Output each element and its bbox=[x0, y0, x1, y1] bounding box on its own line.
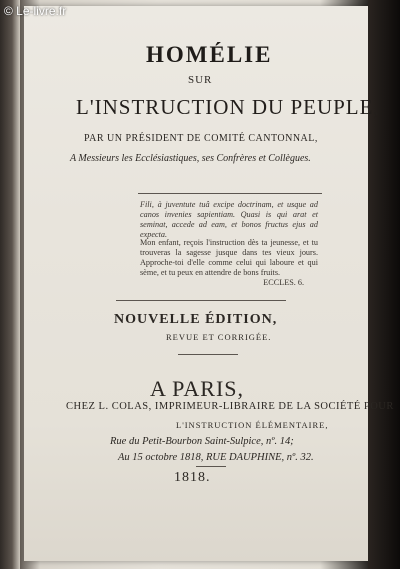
book-title: HOMÉLIE bbox=[146, 42, 273, 67]
french-epigraph-text: Mon enfant, reçois l'instruction dès ta jeunesse, et tu trouveras la sagesse jusque dans tes vieux jours. Approche-toi d'elle comme celui qui laboure et qui sème, et tu peux en attendre de bons fruits. bbox=[140, 238, 318, 277]
dedication-line: A Messieurs les Ecclésiastiques, ses Confrères et Collègues. bbox=[70, 153, 311, 164]
french-epigraph bbox=[140, 238, 318, 288]
epigraph-source: ECCLES. 6. bbox=[263, 278, 304, 287]
book-spine bbox=[0, 0, 20, 569]
publisher-line-1: CHEZ L. COLAS, IMPRIMEUR-LIBRAIRE DE LA SOCIÉTÉ POUR bbox=[66, 401, 394, 412]
watermark: © Le-livre.fr bbox=[4, 4, 67, 18]
book-subtitle: L'INSTRUCTION DU PEUPLE, bbox=[76, 95, 380, 119]
author-line: PAR UN PRÉSIDENT DE COMITÉ CANTONNAL, bbox=[84, 133, 318, 144]
publisher-line-2: L'INSTRUCTION ÉLÉMENTAIRE, bbox=[176, 420, 329, 430]
divider-rule bbox=[178, 354, 238, 355]
quote-rule-bottom bbox=[116, 300, 286, 301]
publisher-line-4: Au 15 octobre 1818, RUE DAUPHINE, nº. 32. bbox=[118, 452, 314, 463]
title-connector: SUR bbox=[188, 74, 213, 86]
publication-year: 1818. bbox=[174, 470, 211, 485]
imprint-city: A PARIS, bbox=[150, 376, 245, 401]
book-edge bbox=[368, 0, 400, 569]
edition-subtitle: REVUE ET CORRIGÉE. bbox=[166, 332, 272, 342]
edition-title: NOUVELLE ÉDITION, bbox=[114, 312, 278, 327]
latin-epigraph: Fili, à juventute tuâ excipe doctrinam, et usque ad canos invenies sapientiam. Quasi is qui arat et seminat, accede ad eam, et bonos fructus ejus ad expecta. bbox=[140, 200, 318, 239]
publisher-line-3: Rue du Petit-Bourbon Saint-Sulpice, nº. 14; bbox=[110, 436, 294, 447]
quote-rule-top bbox=[138, 193, 322, 194]
year-rule bbox=[196, 466, 226, 467]
